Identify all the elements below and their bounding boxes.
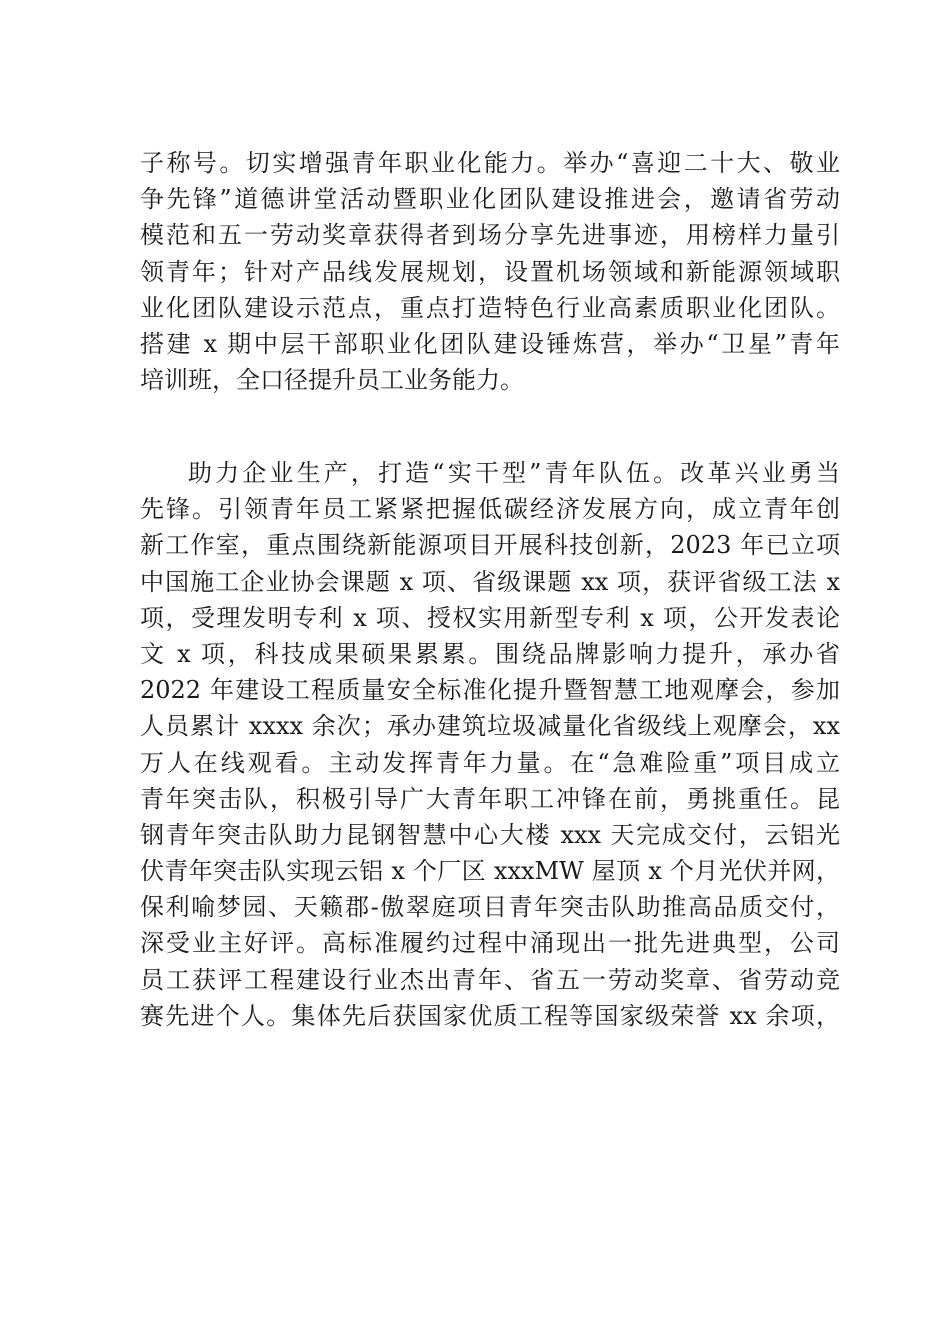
text-line: 人员累计 xxxx 余次；承办建筑垃圾减量化省级线上观摩会，xx [140, 712, 840, 741]
text-line: 保利喻梦园、天籁郡-傲翠庭项目青年突击队助推高品质交付， [140, 893, 840, 922]
text-line: 助力企业生产，打造“实干型”青年队伍。改革兴业勇当 [188, 459, 840, 487]
text-line: 万人在线观看。主动发挥青年力量。在“急难险重”项目成立 [140, 748, 840, 777]
text-line: 钢青年突击队助力昆钢智慧中心大楼 xxx 天完成交付，云铝光 [140, 820, 840, 849]
text-line: 子称号。切实增强青年职业化能力。举办“喜迎二十大、敬业 [140, 149, 840, 177]
text-line: 员工获评工程建设行业杰出青年、省五一劳动奖章、省劳动竞 [140, 965, 840, 994]
text-line: 赛先进个人。集体先后获国家优质工程等国家级荣誉 xx 余项， [140, 1001, 840, 1030]
text-line: 青年突击队，积极引导广大青年职工冲锋在前，勇挑重任。昆 [140, 784, 840, 813]
text-line: 新工作室，重点围绕新能源项目开展科技创新，2023 年已立项 [140, 531, 840, 560]
text-line: 搭建 x 期中层干部职业化团队建设锤炼营，举办“卫星”青年 [140, 329, 840, 358]
text-line: 中国施工企业协会课题 x 项、省级课题 xx 项，获评省级工法 x [140, 567, 840, 596]
text-line: 争先锋”道德讲堂活动暨职业化团队建设推进会，邀请省劳动 [140, 185, 840, 214]
text-line: 先锋。引领青年员工紧紧把握低碳经济发展方向，成立青年创 [140, 495, 840, 524]
text-line: 领青年；针对产品线发展规划，设置机场领域和新能源领域职 [140, 257, 840, 286]
paragraph-2 [140, 455, 840, 1034]
text-line: 2022 年建设工程质量安全标准化提升暨智慧工地观摩会，参加 [140, 676, 840, 705]
text-line: 培训班，全口径提升员工业务能力。 [140, 366, 524, 395]
text-line: 项，受理发明专利 x 项、授权实用新型专利 x 项，公开发表论 [140, 603, 840, 632]
text-line: 模范和五一劳动奖章获得者到场分享先进事迹，用榜样力量引 [140, 221, 840, 250]
paragraph-1 [140, 145, 840, 398]
text-line: 伏青年突击队实现云铝 x 个厂区 xxxMW 屋顶 x 个月光伏并网， [140, 857, 840, 886]
text-line: 文 x 项，科技成果硕果累累。围绕品牌影响力提升，承办省 [140, 639, 840, 668]
text-line: 深受业主好评。高标准履约过程中涌现出一批先进典型，公司 [140, 929, 840, 958]
text-line: 业化团队建设示范点，重点打造特色行业高素质职业化团队。 [140, 293, 840, 322]
